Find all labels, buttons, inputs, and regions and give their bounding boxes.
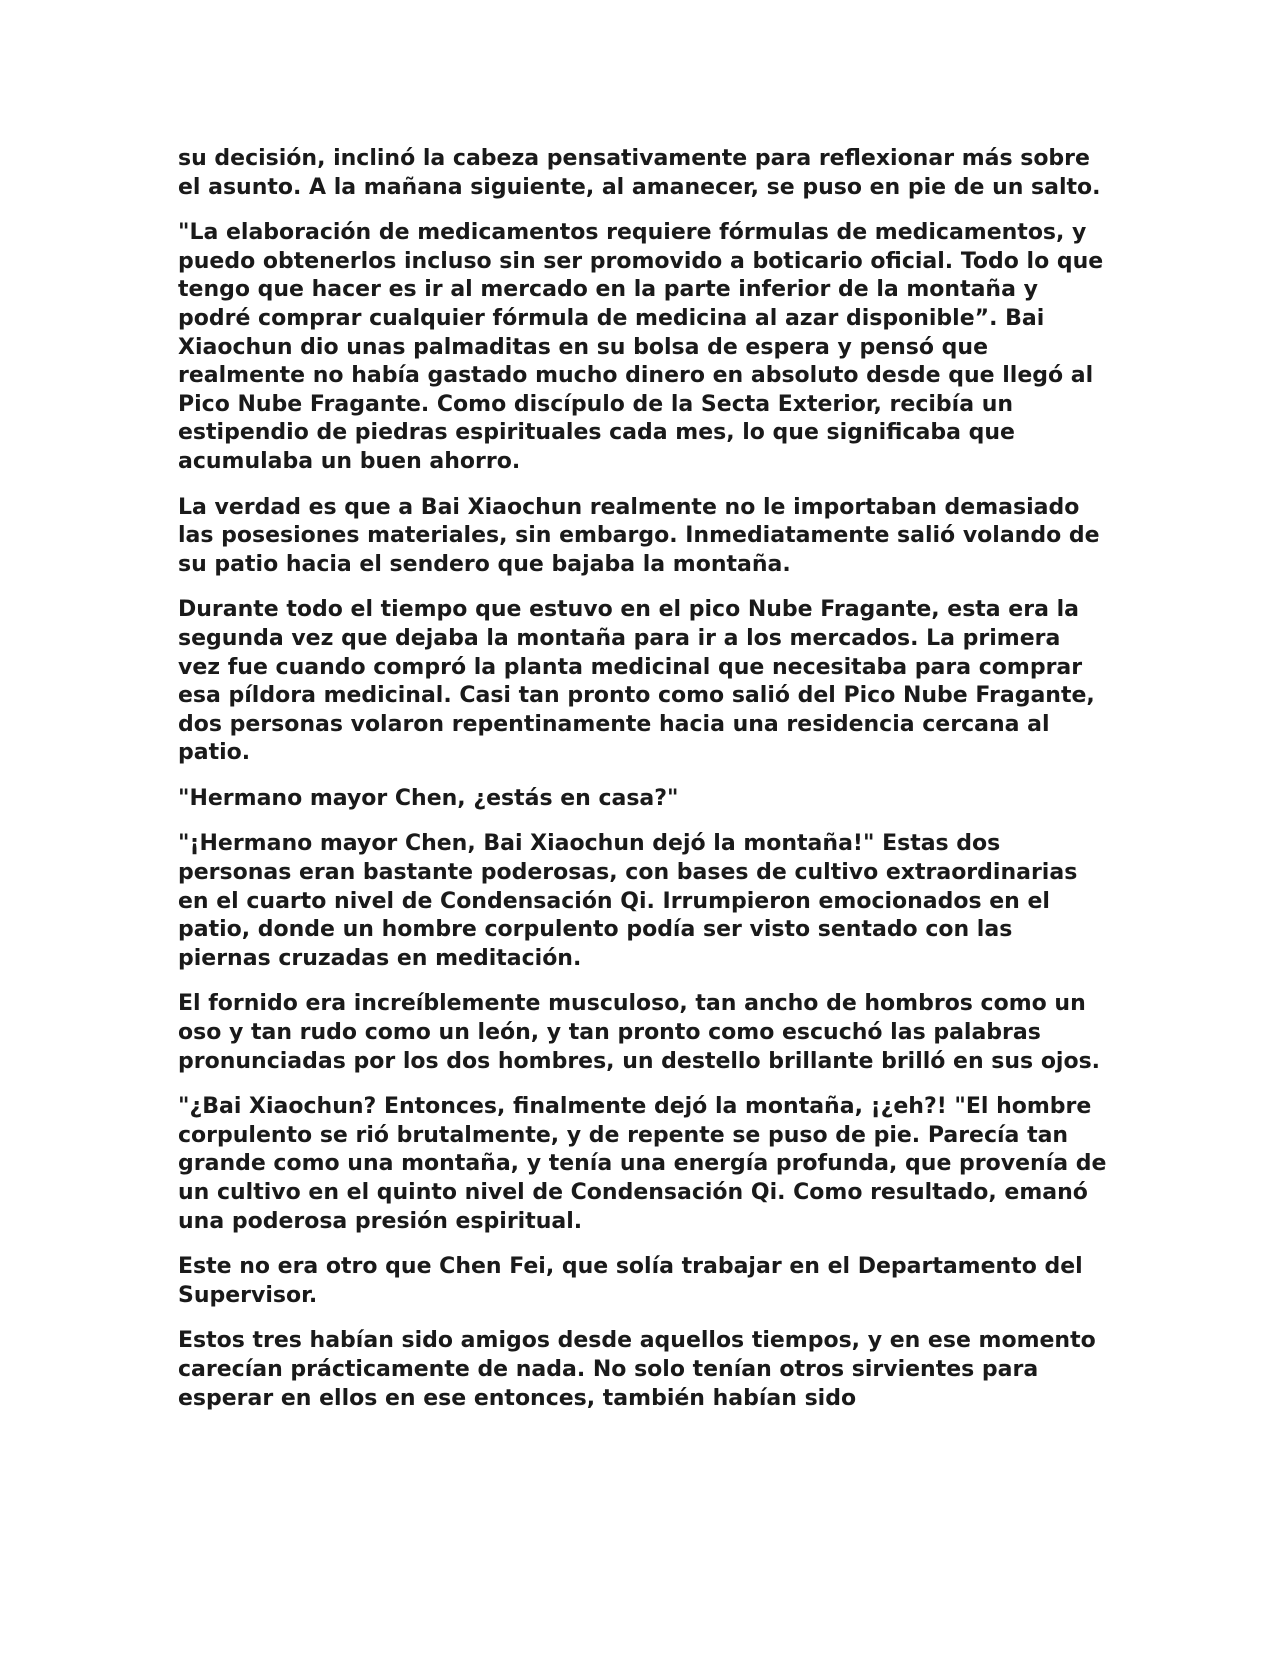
paragraph: Estos tres habían sido amigos desde aquellos tiempos, y en ese momento carecían prácticamente de nada. No solo tenían otros sirvientes para esperar en ellos en ese entonces, también habían sido bbox=[178, 1328, 1096, 1411]
paragraph: El fornido era increíblemente musculoso, tan ancho de hombros como un oso y tan rudo como un león, y tan pronto como escuchó las palabras pronunciadas por los dos hombres, un destello brillante brilló en sus ojos. bbox=[178, 991, 1101, 1074]
paragraph: Este no era otro que Chen Fei, que solía trabajar en el Departamento del Supervisor. bbox=[178, 1254, 1083, 1308]
paragraph: "¿Bai Xiaochun? Entonces, finalmente dejó la montaña, ¡¿eh?! "El hombre corpulento se rió brutalmente, y de repente se puso de pie. Parecía tan grande como una montaña, y tenía una energía profunda, que provenía de un cultivo en el quinto nivel de Condensación Qi. Como resultado, emanó una poderosa presión espiritual. bbox=[178, 1094, 1107, 1234]
paragraph: La verdad es que a Bai Xiaochun realmente no le importaban demasiado las posesiones materiales, sin embargo. Inmediatamente salió volando de su patio hacia el sendero que bajaba la montaña. bbox=[178, 494, 1100, 577]
paragraph: su decisión, inclinó la cabeza pensativamente para reflexionar más sobre el asunto. A la mañana siguiente, al amanecer, se puso en pie de un salto. bbox=[178, 146, 1101, 200]
paragraph: "La elaboración de medicamentos requiere fórmulas de medicamentos, y puedo obtenerlos incluso sin ser promovido a boticario oficial. Todo lo que tengo que hacer es ir al mercado en la parte inferior de la montaña y podré comprar cualquier fórmula de medicina al azar disponible”. Bai Xiaochun dio unas palmaditas en su bolsa de espera y pensó que realmente no había gastado mucho dinero en absoluto desde que llegó al Pico Nube Fragante. Como discípulo de la Secta Exterior, recibía un estipendio de piedras espirituales cada mes, lo que significaba que acumulaba un buen ahorro. bbox=[178, 220, 1104, 474]
paragraph: "Hermano mayor Chen, ¿estás en casa?" bbox=[178, 785, 679, 811]
document-body bbox=[178, 145, 1108, 1430]
paragraph: "¡Hermano mayor Chen, Bai Xiaochun dejó la montaña!" Estas dos personas eran bastante poderosas, con bases de cultivo extraordinarias en el cuarto nivel de Condensación Qi. Irrumpieron emocionados en el patio, donde un hombre corpulento podía ser visto sentado con las piernas cruzadas en meditación. bbox=[178, 831, 1078, 971]
paragraph: Durante todo el tiempo que estuvo en el pico Nube Fragante, esta era la segunda vez que dejaba la montaña para ir a los mercados. La primera vez fue cuando compró la planta medicinal que necesitaba para comprar esa píldora medicinal. Casi tan pronto como salió del Pico Nube Fragante, dos personas volaron repentinamente hacia una residencia cercana al patio. bbox=[178, 597, 1095, 766]
